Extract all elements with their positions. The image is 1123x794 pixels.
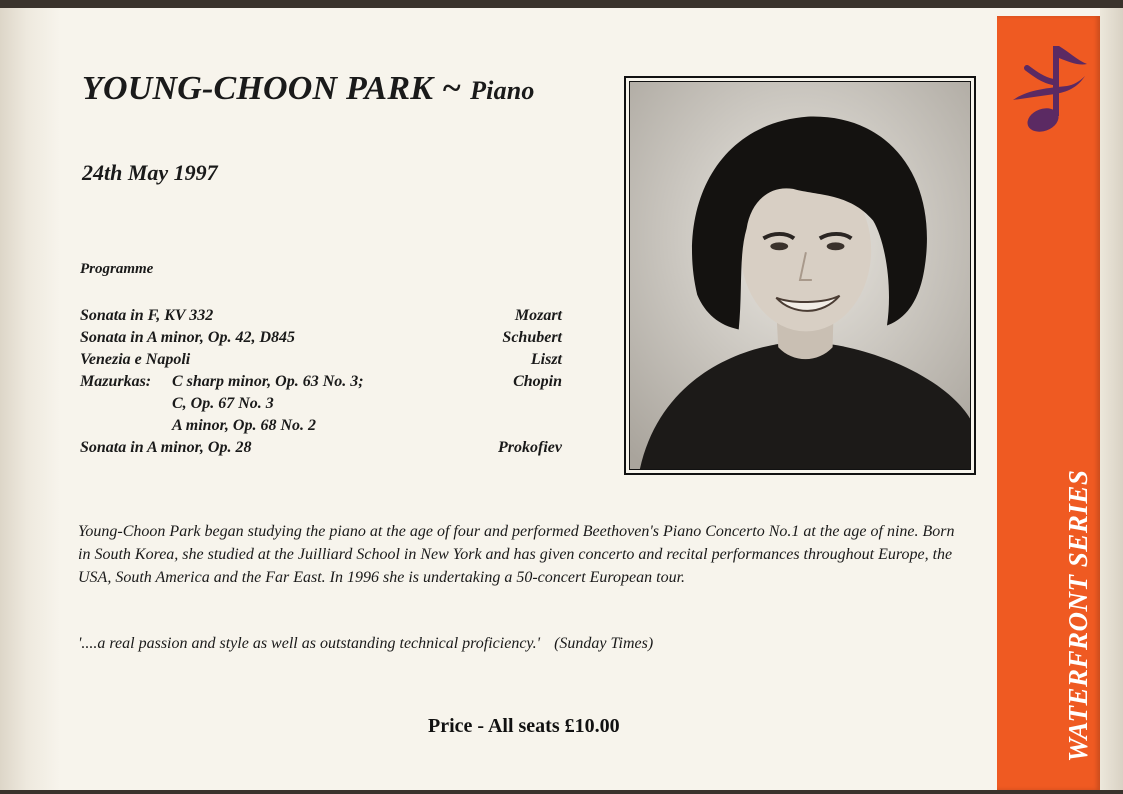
book-spine-shadow — [0, 8, 60, 790]
quote-text: '....a real passion and style as well as outstanding technical proficiency.' — [78, 635, 541, 652]
composer-name: Schubert — [502, 329, 562, 346]
press-quote — [78, 635, 878, 653]
work-title: Sonata in F, KV 332 — [80, 307, 214, 324]
programme-item — [80, 349, 562, 371]
composer-name: Chopin — [513, 373, 562, 390]
performer-biography: Young-Choon Park began studying the piano at the age of four and performed Beethoven's Piano Concerto No.1 at the age of nine. Born in South Korea, she studied at the Juilliard School in New York and has given concerto and recital performances throughout Europe, the USA, South America and the Far East. In 1996 she is undertaking a 50-concert European tour. — [78, 523, 955, 586]
performer-photo-frame — [624, 76, 976, 475]
performer-name: YOUNG-CHOON PARK — [82, 70, 434, 107]
series-sidebar — [997, 16, 1100, 790]
instrument-label: Piano — [470, 76, 535, 105]
programme-heading: Programme — [80, 261, 154, 277]
performer-title — [82, 70, 535, 108]
composer-name: Mozart — [514, 307, 562, 324]
work-title: Sonata in A minor, Op. 42, D845 — [80, 329, 296, 346]
programme-item — [80, 415, 562, 437]
work-group-label: Mazurkas: — [80, 373, 152, 390]
composer-name: Liszt — [530, 351, 562, 368]
programme-item — [80, 327, 562, 349]
programme-item — [80, 437, 562, 459]
music-note-logo-icon — [1007, 38, 1093, 143]
series-name: WATERFRONT SERIES — [1063, 469, 1093, 762]
title-separator: ~ — [441, 70, 462, 107]
ticket-price: Price - All seats £10.00 — [428, 715, 620, 737]
portrait-photo-icon — [629, 81, 971, 470]
programme-item — [80, 371, 562, 393]
quote-source: (Sunday Times) — [554, 635, 654, 652]
work-title: C sharp minor, Op. 63 No. 3; — [172, 373, 364, 390]
work-title: Sonata in A minor, Op. 28 — [80, 439, 252, 456]
work-title: C, Op. 67 No. 3 — [172, 395, 274, 412]
programme-item — [80, 393, 562, 415]
composer-name: Prokofiev — [498, 439, 562, 456]
programme-page — [0, 8, 1123, 790]
work-title: A minor, Op. 68 No. 2 — [172, 417, 317, 434]
page-edge — [1100, 8, 1123, 790]
programme-item — [80, 305, 562, 327]
programme-list — [80, 305, 562, 459]
work-title: Venezia e Napoli — [80, 351, 191, 368]
concert-date: 24th May 1997 — [82, 160, 218, 185]
